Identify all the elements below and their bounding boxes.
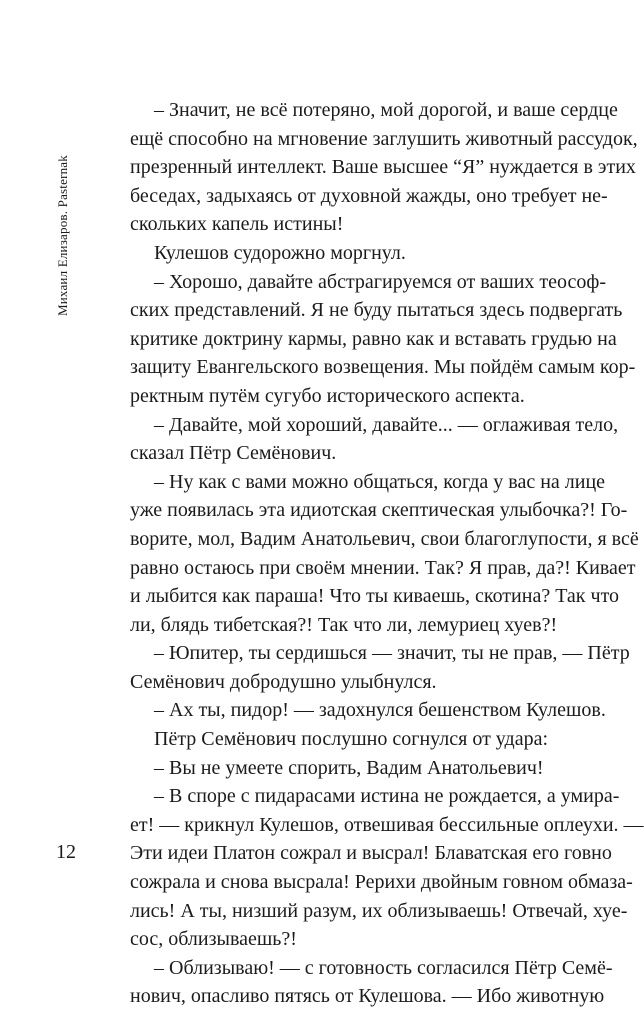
- text-line: – В споре с пидарасами истина не рождается, а умира-: [154, 785, 620, 808]
- text-line: ворите, мол, Вадим Анатольевич, свои благоглупости, я всё: [130, 527, 639, 550]
- text-line: – Вы не умеете спорить, Вадим Анатольевич!: [154, 756, 544, 779]
- text-line: скольких капель истины!: [130, 213, 344, 236]
- text-line: критике доктрину кармы, равно как и вставать грудью на: [130, 327, 617, 350]
- text-line: Пётр Семёнович послушно согнулся от удара:: [154, 728, 549, 751]
- text-line: – Юпитер, ты сердишься — значит, ты не прав, — Пётр: [154, 642, 630, 665]
- text-line: – Облизываю! — с готовность согласился Пётр Семё-: [154, 956, 613, 979]
- text-line: нович, опасливо пятясь от Кулешова. — Ибо животную: [130, 985, 605, 1008]
- text-line: Кулешов судорожно моргнул.: [154, 241, 406, 264]
- text-line: Эти идеи Платон сожрал и высрал! Блаватская его говно: [130, 842, 612, 865]
- running-head-text: Михаил Елизаров. Pasternak: [55, 155, 70, 316]
- text-line: равно остаюсь при своём мнении. Так? Я прав, да?! Кивает: [130, 556, 636, 579]
- text-line: – Хорошо, давайте абстрагируемся от ваших теософ-: [154, 270, 607, 293]
- text-line: беседах, задыхаясь от духовной жажды, оно требует не-: [130, 184, 608, 207]
- text-line: – Значит, не всё потеряно, мой дорогой, и ваше сердце: [154, 99, 618, 121]
- text-line: – Ах ты, пидор! — задохнулся бешенством Кулешов.: [154, 699, 606, 722]
- text-line: уже появилась эта идиотская скептическая улыбочка?! Го-: [130, 499, 628, 522]
- text-line: ских представлений. Я не буду пытаться здесь подвергать: [130, 299, 623, 322]
- text-line: и лыбится как параша! Что ты киваешь, скотина? Так что: [130, 585, 620, 608]
- text-line: защиту Евангельского возвещения. Мы пойдём самым кор-: [130, 356, 636, 379]
- text-line: лись! А ты, низший разум, их облизываешь! Отвечай, хуе-: [130, 899, 628, 922]
- text-line: ет! — крикнул Кулешов, отвешивая бессильные оплеухи. —: [130, 813, 644, 836]
- text-line: Семёнович добродушно улыбнулся.: [130, 670, 437, 693]
- text-line: ли, блядь тибетская?! Так что ли, лемуриец хуев?!: [130, 613, 558, 636]
- text-line: – Ну как с вами можно общаться, когда у вас на лице: [154, 470, 606, 493]
- running-head: [56, 106, 70, 316]
- main-text: [130, 96, 644, 1008]
- page-number: 12: [56, 841, 76, 863]
- text-line: сказал Пётр Семёнович.: [130, 442, 337, 465]
- text-line: ректным путём сугубо исторического аспекта.: [130, 384, 525, 407]
- text-line: презренный интеллект. Ваше высшее “Я” нуждается в этих: [130, 156, 636, 179]
- text-line: сожрала и снова высрала! Рерихи двойным говном обмаза-: [130, 871, 633, 894]
- text-line: – Давайте, мой хороший, давайте... — оглаживая тело,: [154, 413, 619, 436]
- text-line: ещё способно на мгновение заглушить животный рассудок,: [130, 127, 638, 150]
- text-line: сос, облизываешь?!: [130, 928, 297, 951]
